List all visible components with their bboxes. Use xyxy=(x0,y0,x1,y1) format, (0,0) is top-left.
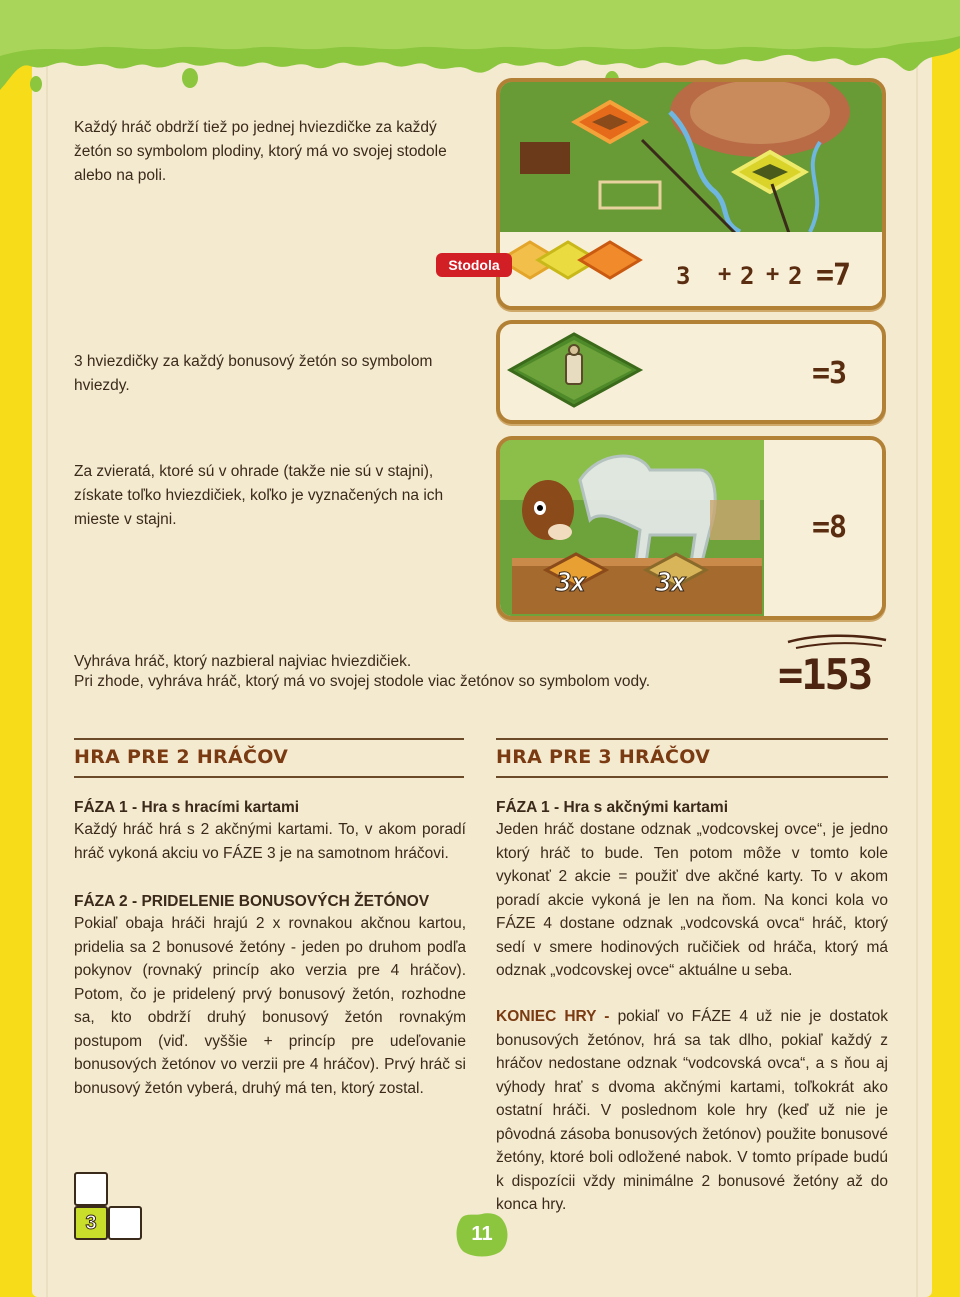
scoring-panel-bonus xyxy=(496,320,886,424)
player-box-empty-right xyxy=(108,1206,142,1240)
stodola-label: Stodola xyxy=(436,253,512,277)
left-heading-rule-bottom xyxy=(74,776,464,778)
total-score: =153 xyxy=(778,650,872,699)
winner-line-2: Pri zhode, vyhráva hráč, ktorý má vo svojej stodole viac žetónov so symbolom vody. xyxy=(74,673,651,690)
left-phase2-text: Pokiaľ obaja hráči hrajú 2 x rovnakou akčnou kartou, pridelia sa 2 bonusové žetóny - jeden po druhom podľa pokynov (rovnaký princíp ako verzia pre 4 hráčov). Potom, čo je pridelený prvý bonusový žetón, rozhodne sa, kto obdrží druhý bonusový žetón rovnakým postupom (viď. vyššie + princíp pre udeľovanie bonusových žetónov vo verzii pre 4 hráčov). Prvý hráč si bonusový žetón vyberá, druhý má ten, ktorý zostal. xyxy=(74,915,466,1097)
left-phase1-text: Každý hráč hrá s 2 akčnými kartami. To, v akom poradí hráč vykoná akciu vo FÁZE 3 je na samotnom hráčovi. xyxy=(74,821,466,862)
panel1-result: =7 xyxy=(816,258,851,293)
panel1-value-2: 2 xyxy=(740,262,754,290)
right-phase1-text: Jeden hráč dostane odznak „vodcovskej ovce“, je jedno ktorý hráč to bude. Ten potom môže v tomto kole vykonať 2 akcie = použiť dve akčné karty. To v akom poradí akcie vykoná je len na ňom. Na konci kola vo FÁZE 4 dostane odznak „vodcovská ovca“ hráč, ktorý sedí v smere hodinových ručičiek od hráča, ktorý má odznak „vodcovskej ovce“ aktuálne u seba. xyxy=(496,821,888,979)
panel3-result: =8 xyxy=(812,510,847,545)
bonus-star-text: 3 hviezdičky za každý bonusový žetón so symbolom hviezdy. xyxy=(74,353,433,394)
panel1-value-3: 2 xyxy=(788,262,802,290)
panel3-multiplier-1: 3x xyxy=(556,568,586,598)
panel1-value-1: 3 xyxy=(676,262,690,290)
panel1-plus-2: + xyxy=(766,262,779,287)
left-heading: HRA PRE 2 HRÁČOV xyxy=(74,746,289,768)
scoring-panel-animals xyxy=(496,436,886,620)
player-box-empty-top xyxy=(74,1172,108,1206)
winner-line-1: Vyhráva hráč, ktorý nazbieral najviac hviezdičiek. xyxy=(74,653,412,670)
animals-text: Za zvieratá, ktoré sú v ohrade (takže nie sú v stajni), získate toľko hviezdičiek, koľko je vyznačených na ich mieste v stajni. xyxy=(74,463,444,528)
left-phase2-title: FÁZA 2 - PRIDELENIE BONUSOVÝCH ŽETÓNOV xyxy=(74,893,430,910)
panel1-plus-1: + xyxy=(718,262,731,287)
intro-text: Každý hráč obdrží tiež po jednej hviezdičke za každý žetón so symbolom plodiny, ktorý má vo svojej stodole alebo na poli. xyxy=(74,119,447,184)
player-count-box: 3 xyxy=(74,1206,108,1240)
scoring-panel-crops xyxy=(496,78,886,310)
panel2-result: =3 xyxy=(812,356,847,391)
panel3-multiplier-2: 3x xyxy=(656,568,686,598)
right-phase1-title: FÁZA 1 - Hra s akčnými kartami xyxy=(496,799,729,816)
left-phase1-title: FÁZA 1 - Hra s hracími kartami xyxy=(74,799,300,816)
right-heading-rule-top xyxy=(496,738,888,740)
left-heading-rule-top xyxy=(74,738,464,740)
right-heading-rule-bottom xyxy=(496,776,888,778)
right-heading: HRA PRE 3 HRÁČOV xyxy=(496,746,711,768)
end-game-text: pokiaľ vo FÁZE 4 už nie je dostatok bonusových žetónov, hrá sa tak dlho, pokiaľ každý z hráčov nedostane odznak “vodcovská ovca“, a s ňou aj výhody hrať s dvoma akčnými kartami, toľkokrát ako ostatní hráči. V poslednom kole hry (keď už nie je pôvodná zásoba bonusových žetónov) použite bonusové žetóny, ktoré boli odložené nabok. V tomto prípade budú k dispozícii vždy minimálne 2 bonusové žetóny až do konca hry. xyxy=(496,1008,888,1213)
end-game-title: KONIEC HRY - xyxy=(496,1008,618,1025)
page-number: 11 xyxy=(471,1223,493,1245)
right-end-game-paragraph xyxy=(496,1005,888,1217)
